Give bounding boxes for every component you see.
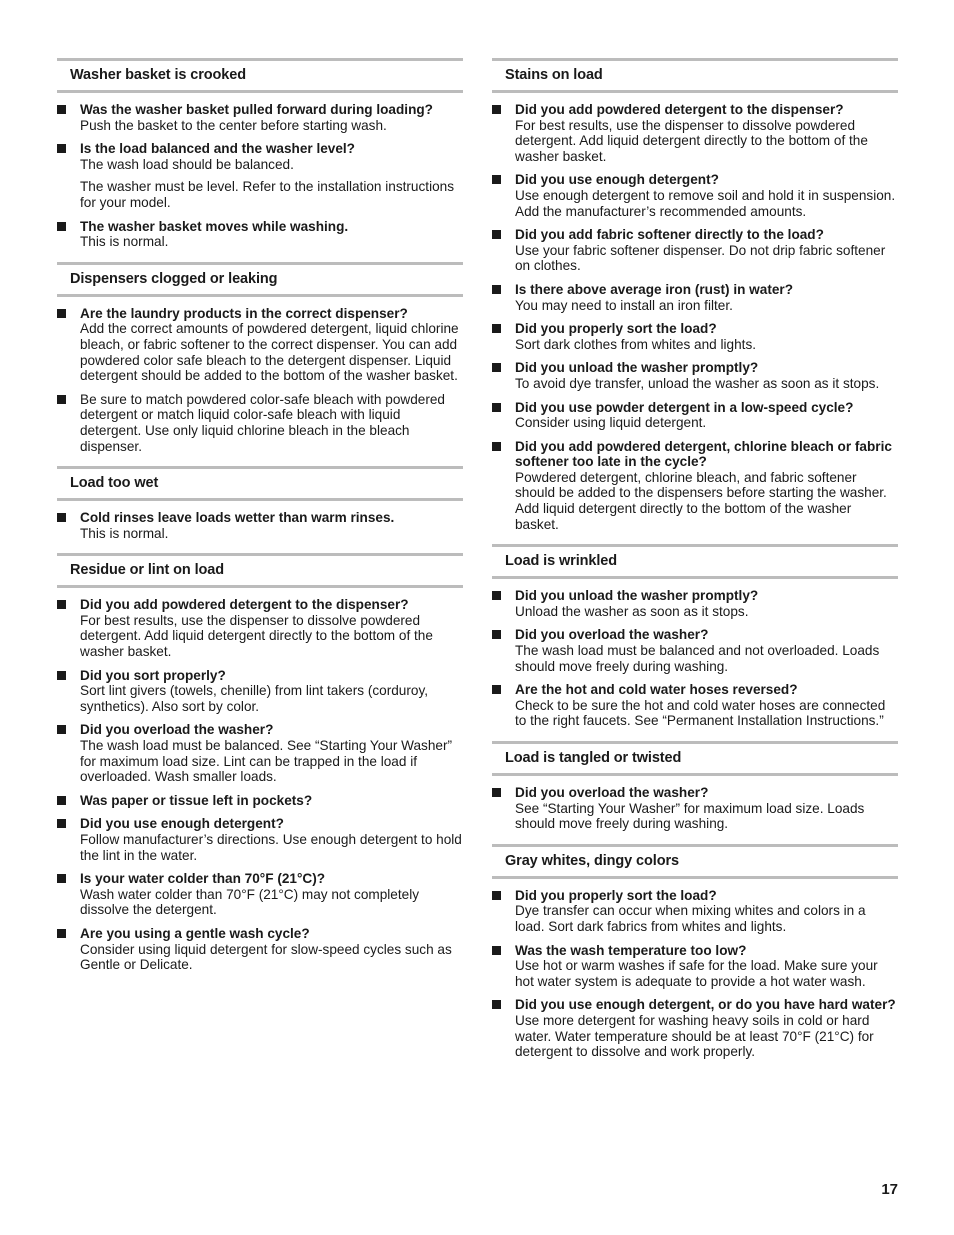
list-item <box>492 439 898 533</box>
item-question: Did you add powdered detergent, chlorine bleach or fabric softener too late in the cycle? <box>515 438 892 470</box>
square-bullet-icon <box>492 105 501 114</box>
list-item <box>57 392 463 454</box>
item-answer: Follow manufacturer’s directions. Use enough detergent to hold the lint in the water. <box>80 832 462 863</box>
item-question: Are the laundry products in the correct dispenser? <box>80 305 408 321</box>
square-bullet-icon <box>492 363 501 372</box>
section-heading: Gray whites, dingy colors <box>492 844 898 879</box>
list-item <box>492 627 898 674</box>
square-bullet-icon <box>492 175 501 184</box>
square-bullet-icon <box>57 874 66 883</box>
section-heading: Stains on load <box>492 58 898 93</box>
item-question: Was paper or tissue left in pockets? <box>80 792 313 808</box>
item-answer: For best results, use the dispenser to dissolve powdered detergent. Add liquid detergent directly to the bottom of the washer basket. <box>80 612 433 660</box>
item-answer: Wash water colder than 70°F (21°C) may not completely dissolve the detergent. <box>80 886 420 918</box>
section-heading: Washer basket is crooked <box>57 58 463 93</box>
square-bullet-icon <box>57 309 66 318</box>
list-item <box>57 926 463 973</box>
list-item <box>492 888 898 935</box>
list-item <box>492 172 898 219</box>
list-item <box>492 997 898 1059</box>
item-answer: Sort dark clothes from whites and lights. <box>515 336 757 352</box>
square-bullet-icon <box>492 788 501 797</box>
item-question: Did you use enough detergent, or do you have hard water? <box>515 997 896 1013</box>
list-item <box>57 871 463 918</box>
item-question: Is there above average iron (rust) in water? <box>515 281 794 297</box>
square-bullet-icon <box>57 671 66 680</box>
list-item <box>492 321 898 352</box>
list-item <box>57 793 463 809</box>
section-washer-basket-is-crooked <box>57 58 463 250</box>
list-item <box>57 816 463 863</box>
item-answer: See “Starting Your Washer” for maximum load size. Loads should move freely during washing. <box>515 800 865 832</box>
section-load-is-wrinkled <box>492 544 898 729</box>
item-answer: This is normal. <box>80 525 169 541</box>
section-heading: Residue or lint on load <box>57 553 463 588</box>
item-question: Is the load balanced and the washer level? <box>80 141 355 157</box>
item-question: Did you properly sort the load? <box>515 887 717 903</box>
item-question: Did you properly sort the load? <box>515 321 717 337</box>
square-bullet-icon <box>492 230 501 239</box>
item-answer: This is normal. <box>80 234 169 250</box>
item-answer: Use more detergent for washing heavy soils in cold or hard water. Water temperature should be at least 70°F (21°C) for detergent to dissolve and work properly. <box>515 1012 874 1060</box>
item-answer: Unload the washer as soon as it stops. <box>515 603 749 619</box>
list-item <box>492 227 898 274</box>
list-item <box>492 682 898 729</box>
item-question: Did you overload the washer? <box>515 785 709 800</box>
item-answer: Use enough detergent to remove soil and hold it in suspension. Add the manufacturer’s recommended amounts. <box>515 187 896 219</box>
section-gray-whites-dingy-colors <box>492 844 898 1060</box>
section-heading: Load is tangled or twisted <box>492 741 898 776</box>
item-question: Did you add powdered detergent to the dispenser? <box>80 597 409 613</box>
left-column <box>57 58 463 985</box>
list-item <box>492 102 898 164</box>
section-heading: Load too wet <box>57 466 463 501</box>
square-bullet-icon <box>57 144 66 153</box>
square-bullet-icon <box>57 929 66 938</box>
section-heading: Load is wrinkled <box>492 544 898 579</box>
item-answer: The wash load must be balanced and not overloaded. Loads should move freely during washing. <box>515 643 880 674</box>
item-list <box>57 297 463 454</box>
item-question: Did you unload the washer promptly? <box>515 588 759 604</box>
item-question: Did you add fabric softener directly to the load? <box>515 227 824 243</box>
square-bullet-icon <box>492 685 501 694</box>
item-answer: Sort lint givers (towels, chenille) from lint takers (corduroy, synthetics). Also sort by color. <box>80 683 429 714</box>
item-note: The washer must be level. Refer to the installation instructions for your model. <box>80 179 455 210</box>
section-residue-or-lint-on-load <box>57 553 463 972</box>
list-item <box>492 282 898 313</box>
square-bullet-icon <box>57 819 66 828</box>
item-answer: You may need to install an iron filter. <box>515 297 733 313</box>
list-item <box>492 943 898 990</box>
list-item <box>492 785 898 832</box>
item-question: Did you add powdered detergent to the dispenser? <box>515 102 844 117</box>
list-item <box>57 722 463 784</box>
item-list <box>492 776 898 832</box>
square-bullet-icon <box>57 725 66 734</box>
item-answer: Push the basket to the center before starting wash. <box>80 117 387 133</box>
list-item <box>492 588 898 619</box>
square-bullet-icon <box>492 891 501 900</box>
square-bullet-icon <box>492 285 501 294</box>
list-item <box>492 360 898 391</box>
item-question: Cold rinses leave loads wetter than warm rinses. <box>80 510 395 526</box>
square-bullet-icon <box>57 513 66 522</box>
item-answer: Add the correct amounts of powdered detergent, liquid chlorine bleach, or fabric softener to the correct dispenser. You can add powdered color safe bleach to the detergent dispenser. Liquid detergent should be added to the bottom of the washer basket. <box>80 321 459 384</box>
section-dispensers-clogged-or-leaking <box>57 262 463 454</box>
item-question: Did you unload the washer promptly? <box>515 360 759 376</box>
list-item <box>57 510 463 541</box>
item-list <box>492 579 898 729</box>
square-bullet-icon <box>57 600 66 609</box>
item-answer: Use hot or warm washes if safe for the load. Make sure your hot water system is adequate to provide a hot water wash. <box>515 958 878 989</box>
item-question: Was the wash temperature too low? <box>515 942 747 958</box>
section-load-too-wet <box>57 466 463 541</box>
item-question: Did you sort properly? <box>80 667 226 683</box>
item-list <box>57 501 463 541</box>
item-question: Was the washer basket pulled forward during loading? <box>80 102 433 117</box>
list-item <box>492 400 898 431</box>
square-bullet-icon <box>492 403 501 412</box>
item-question: Are the hot and cold water hoses reversed? <box>515 682 798 698</box>
square-bullet-icon <box>57 796 66 805</box>
item-answer: To avoid dye transfer, unload the washer as soon as it stops. <box>515 375 880 391</box>
item-question: The washer basket moves while washing. <box>80 218 349 234</box>
item-answer: The wash load must be balanced. See “Starting Your Washer” for maximum load size. Lint can be trapped in the load if overloaded. Wash smaller loads. <box>80 738 453 785</box>
section-stains-on-load <box>492 58 898 532</box>
item-question: Did you use powder detergent in a low-speed cycle? <box>515 399 854 415</box>
list-item <box>57 219 463 250</box>
square-bullet-icon <box>57 222 66 231</box>
square-bullet-icon <box>492 630 501 639</box>
item-list <box>57 588 463 972</box>
item-list <box>492 93 898 532</box>
item-answer: Use your fabric softener dispenser. Do not drip fabric softener on clothes. <box>515 242 886 274</box>
square-bullet-icon <box>492 1000 501 1009</box>
item-list <box>492 879 898 1060</box>
square-bullet-icon <box>57 105 66 114</box>
item-answer: Powdered detergent, chlorine bleach, and fabric softener should be added to the dispensers before starting the washer. Add liquid detergent directly to the bottom of the washer basket. <box>515 469 887 532</box>
list-item <box>57 102 463 133</box>
item-question: Are you using a gentle wash cycle? <box>80 925 310 941</box>
section-heading: Dispensers clogged or leaking <box>57 262 463 297</box>
item-question: Did you use enough detergent? <box>80 816 284 832</box>
item-answer: For best results, use the dispenser to dissolve powdered detergent. Add liquid detergent directly to the bottom of the washer basket. <box>515 117 868 164</box>
item-question: Did you overload the washer? <box>80 722 274 738</box>
list-item <box>57 141 463 210</box>
right-column <box>492 58 898 1072</box>
square-bullet-icon <box>492 946 501 955</box>
item-answer: Be sure to match powdered color-safe bleach with powdered detergent or match liquid color-safe bleach with liquid detergent. Use only liquid chlorine bleach in the bleach dispenser. <box>80 391 445 454</box>
item-list <box>57 93 463 250</box>
square-bullet-icon <box>492 591 501 600</box>
list-item <box>57 597 463 659</box>
item-question: Did you use enough detergent? <box>515 172 719 188</box>
page-number: 17 <box>881 1181 898 1198</box>
list-item <box>57 668 463 715</box>
item-answer: Consider using liquid detergent. <box>515 415 707 431</box>
item-answer: Consider using liquid detergent for slow-speed cycles such as Gentle or Delicate. <box>80 941 452 973</box>
section-load-is-tangled-or-twisted <box>492 741 898 832</box>
square-bullet-icon <box>57 395 66 404</box>
item-question: Is your water colder than 70°F (21°C)? <box>80 871 326 887</box>
item-question: Did you overload the washer? <box>515 627 709 643</box>
list-item <box>57 306 463 384</box>
square-bullet-icon <box>492 324 501 333</box>
item-answer: Check to be sure the hot and cold water hoses are connected to the right faucets. See “Permanent Installation Instructions.” <box>515 697 886 729</box>
item-answer: The wash load should be balanced. <box>80 156 294 172</box>
square-bullet-icon <box>492 442 501 451</box>
item-answer: Dye transfer can occur when mixing whites and colors in a load. Sort dark fabrics from whites and lights. <box>515 903 866 934</box>
